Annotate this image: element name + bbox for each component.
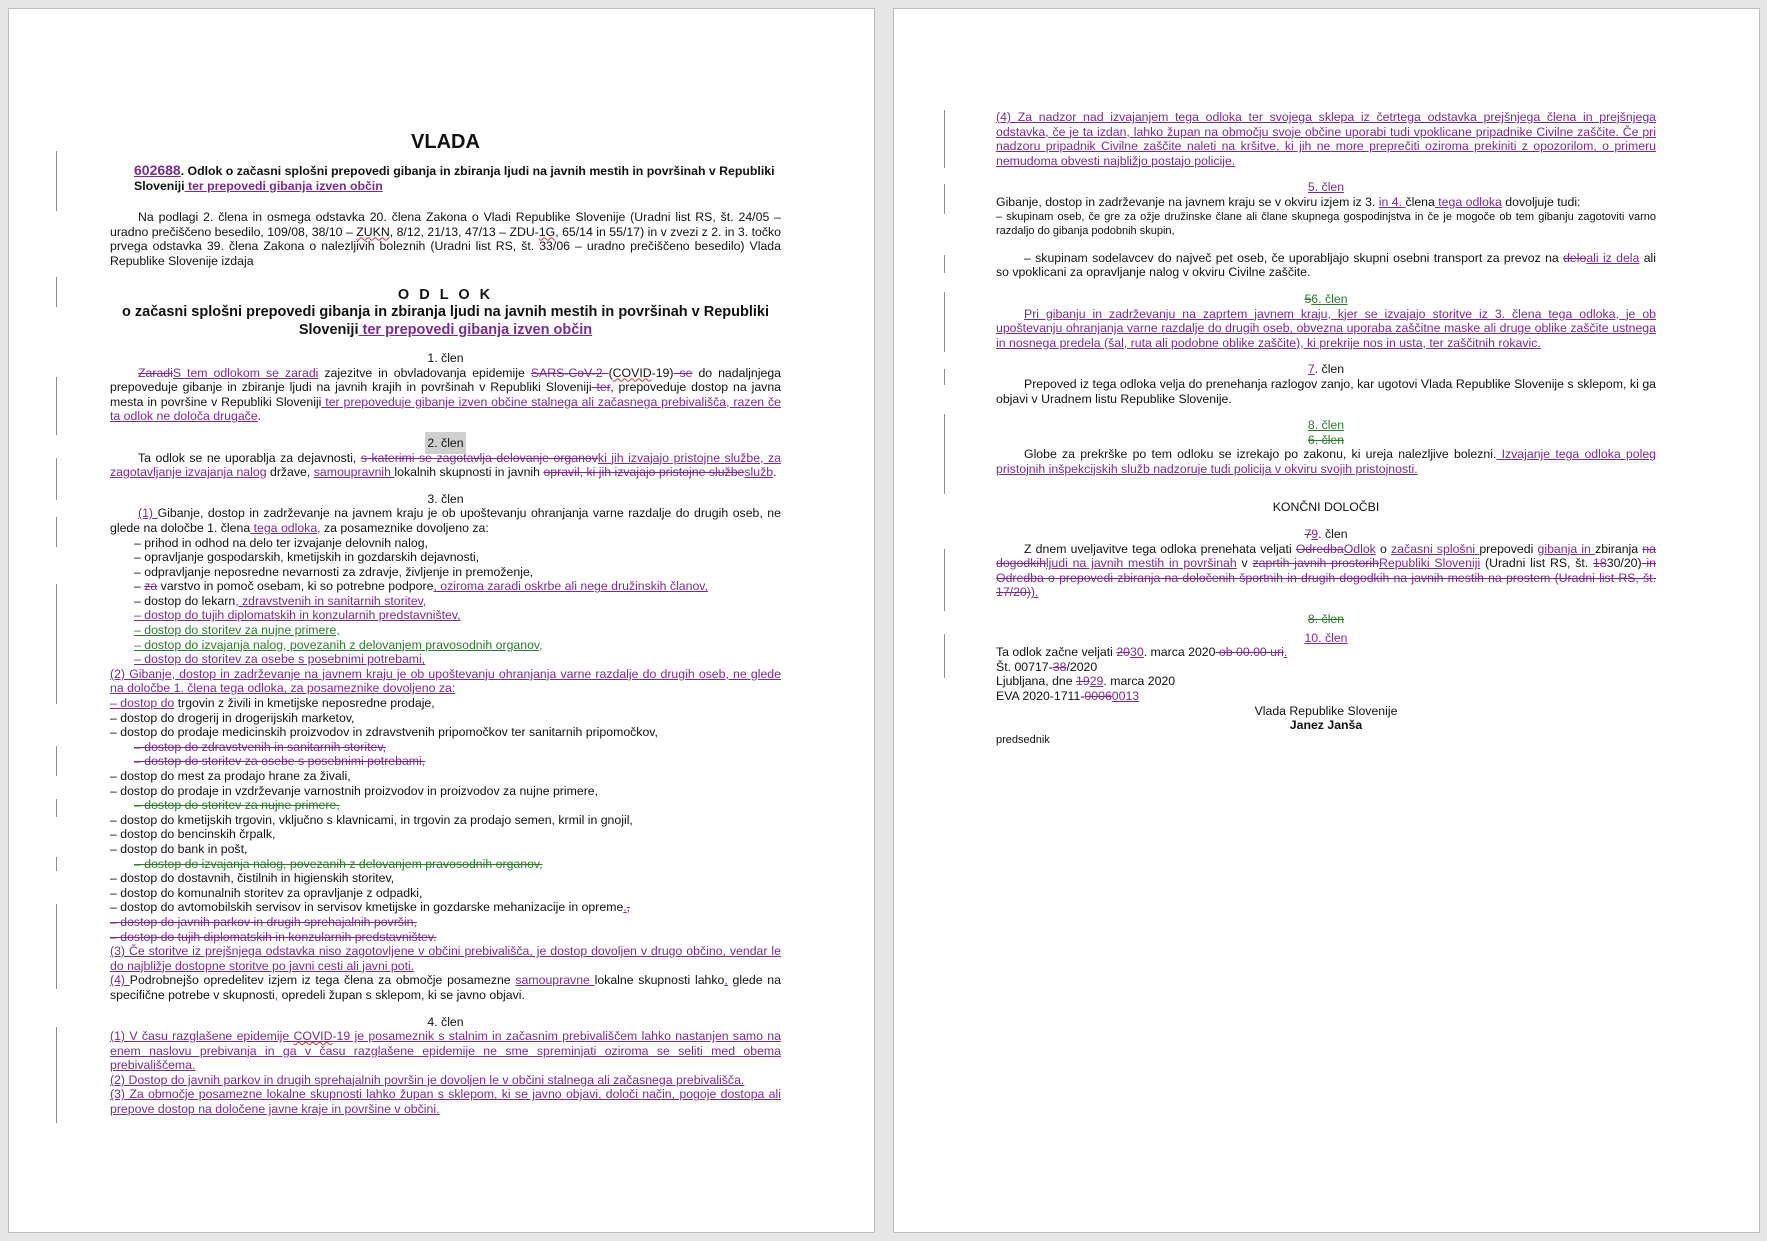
change-bar xyxy=(56,1027,57,1123)
list-item: – dostop do drogerij in drogerijskih marketov, xyxy=(110,710,355,725)
article-8-text: Globe za prekrške po tem odloku se izrekajo po zakonu, ki ureja nalezljive bolezni. Izvajanje tega odloka poleg pristojnih inšpekcijskih služb nadzoruje tudi policija v okviru svojih pristojnosti. xyxy=(996,447,1656,476)
change-bar xyxy=(56,904,57,989)
article-3-para-2: (2) Gibanje, dostop in zadrževanje na javnem kraju je ob upoštevanju ohranjanja varne razdalje do drugih oseb, ne glede na določbe 1. člena tega odloka, za posameznike dovoljeno za: xyxy=(110,666,781,696)
final-provisions-heading: KONČNI DOLOČBI xyxy=(1272,500,1380,515)
article-3-heading: 3. člen xyxy=(427,491,464,506)
article-5-text: Gibanje, dostop in zadrževanje na javnem kraju se v okviru izjem iz 3. in 4. člena tega odloka dovoljuje tudi: xyxy=(996,194,1581,209)
signature-role: predsednik xyxy=(996,733,1050,746)
list-item: – dostop do lekarn, zdravstvenih in sanitarnih storitev, xyxy=(134,593,427,608)
effective-date: Ta odlok začne veljati 2030. marca 2020 ob 00.00 uri. xyxy=(996,645,1288,660)
list-item: – dostop do zdravstvenih in sanitarnih storitev, xyxy=(134,739,386,754)
change-bar xyxy=(56,857,57,871)
article-2-text: Ta odlok se ne uporablja za dejavnosti, s katerimi se zagotavlja delovanje organovki jih izvajajo pristojne službe, za zagotavljanje izvajanja nalog države, samoupravnih lokalnih skupnosti in javnih opravil, ki jih izvajajo pristojne službeslužb. xyxy=(110,450,781,480)
list-item: – skupinam sodelavcev do največ pet oseb, če uporabljajo skupni osebni transport za prevoz na deloali iz dela ali so vpoklicani za opravljanje nalog v okviru Civilne zaščite. xyxy=(996,250,1657,280)
list-item: – dostop do dostavnih, čistilnih in higienskih storitev, xyxy=(110,871,395,886)
preamble: Na podlagi 2. člena in osmega odstavka 20. člena Zakona o Vladi Republike Slovenije (Uradni list RS, št. 24/05 – uradno prečiščeno besedilo, 109/08, 38/10 – ZUKN, 8/12, 21/13, 47/13 – ZDU-1G, 65/14 in 55/17) in v zvezi z 2. in 3. točko prvega odstavka 39. člena Zakona o nalezljivih boleznih (Uradni list RS, št. 33/06 – uradno prečiščeno besedilo) Vlada Republike Slovenije izdaja xyxy=(110,210,781,268)
list-item: – dostop do storitev za nujne primere, xyxy=(134,623,340,638)
place-date: Ljubljana, dne 1929. marca 2020 xyxy=(996,674,1176,689)
article-3-para-4: (4) Podrobnejšo opredelitev izjem iz tega člena za območje posamezne samoupravne lokalne skupnosti lahko, glede na specifične potrebe v skupnosti, opredeli župan s sklepom, ki se javno objavi. xyxy=(110,973,781,1002)
list-item: – dostop do komunalnih storitev za opravljanje z odpadki, xyxy=(110,885,423,900)
article-4-para-4: (4) Za nadzor nad izvajanjem tega odloka ter svojega sklepa iz četrtega odstavka prejšnjega člena in prejšnjega odstavka, če je ta izdan, lahko župan na območju svoje občine uporabi tudi vpoklicane pripadnike Civilne zaščite. Če pri nadzoru pripadnik Civilne zaščite naleti na kršitve, ki jih ne more preprečiti oziroma prekiniti z opozorilom, o primeru nemudoma obvesti najbližjo postajo policije. xyxy=(996,110,1656,168)
article-4-para-1: (1) V času razglašene epidemije COVID-19 je posameznik s stalnim in začasnim prebivališčem lahko nastanjen samo na enem naslovu prebivanja in ga v času razglašene epidemije ne sme spreminjati oziroma se seliti med obema prebivališčema. xyxy=(110,1029,781,1073)
list-item: – dostop do bank in pošt, xyxy=(110,841,248,856)
list-item: – odpravljanje neposredne nevarnosti za zdravje, življenje in premoženje, xyxy=(134,564,534,579)
page-1-content xyxy=(110,129,781,1117)
list-item: – dostop do tujih diplomatskih in konzularnih predstavništev. xyxy=(110,929,437,944)
article-3-list-2 xyxy=(110,696,781,944)
list-item: – dostop do storitev za osebe s posebnimi potrebami, xyxy=(134,754,426,769)
signature-org: Vlada Republike Slovenije xyxy=(1254,703,1398,718)
article-1-heading: 1. člen xyxy=(427,350,464,365)
change-bar xyxy=(944,414,945,494)
change-bar xyxy=(944,549,945,611)
list-item: – dostop do izvajanja nalog, povezanih z delovanjem pravosodnih organov, xyxy=(134,856,543,871)
doc-number: 602688 xyxy=(134,162,181,178)
list-item: – dostop do tujih diplomatskih in konzularnih predstavništev, xyxy=(134,608,461,623)
list-item: – dostop do izvajanja nalog, povezanih z delovanjem pravosodnih organov, xyxy=(134,637,543,652)
article-9-text: Z dnem uveljavitve tega odloka prenehata veljati OdredbaOdlok o začasni splošni prepovedi gibanja in zbiranja na dogodkihljudi na javnih mestih in površinah v zaprtih javnih prostorihRepubliki Sloveniji (Uradni list RS, št. 1830/20) in Odredba o prepovedi zbiranja na določenih športnih in drugih dogodkih na javnih mestih na prostem (Uradni list RS, št. 17/20)). xyxy=(996,541,1657,600)
change-bar xyxy=(56,277,57,307)
article-1-text: ZaradiS tem odlokom se zaradi zajezitve in obvladovanja epidemije SARS-CoV-2 (COVID-19) se do nadaljnjega prepoveduje gibanje in zbiranje ljudi na javnih krajih in površinah v Republiki Sloveniji ter, prepoveduje dostop na javna mesta in površine v Republiki Sloveniji ter prepoveduje gibanje izven občine stalnega ali začasnega prebivališča, razen če ta odlok ne določa drugače. xyxy=(110,365,782,424)
list-item: – dostop do kmetijskih trgovin, vključno s klavnicami, in trgovin za prodajo semen, krmil in gnojil, xyxy=(110,812,633,827)
article-8-heading: 8. člen xyxy=(1307,418,1345,433)
list-item: – dostop do storitev za nujne primere, xyxy=(134,798,340,813)
list-item: – dostop do storitev za osebe s posebnimi potrebami, xyxy=(134,652,426,667)
article-10-old-heading: 8. člen xyxy=(1307,612,1345,627)
list-item: – dostop do trgovin z živili in kmetijske neposredne prodaje, xyxy=(110,696,435,711)
change-bar xyxy=(944,110,945,168)
change-bar xyxy=(944,369,945,385)
list-item: – dostop do mest za prodajo hrane za živali, xyxy=(110,769,351,783)
list-item: – za varstvo in pomoč osebam, ki so potrebne podpore, oziroma zaradi oskrbe ali nege družinskih članov, xyxy=(134,579,708,594)
document-page-2 xyxy=(893,8,1760,1233)
article-9-heading: 79. člen xyxy=(1304,527,1348,542)
list-item: – dostop do bencinskih črpalk, xyxy=(110,827,276,842)
article-4-heading: 4. člen xyxy=(427,1014,464,1029)
list-item: – skupinam oseb, če gre za ožje družinske člane ali člane skupnega gospodinjstva in če je mogoče ob tem gibanju zagotoviti varno razdaljo do gibanja podobnih skupin, xyxy=(996,210,1656,238)
change-bar xyxy=(56,584,57,704)
article-10-heading: 10. člen xyxy=(1304,630,1348,645)
change-bar xyxy=(944,184,945,214)
article-3-para-3: (3) Če storitve iz prejšnjega odstavka niso zagotovljene v občini prebivališča, je dostop dovoljen v drugo občino, vendar le do najbližje dostopne storitve po javni cesti ali javni poti. xyxy=(110,944,781,973)
change-bar xyxy=(56,517,57,547)
change-bar xyxy=(56,151,57,211)
page-2-content xyxy=(996,110,1656,747)
article-8-old-heading: 6. člen xyxy=(1307,432,1345,447)
article-2-heading: 2. člen xyxy=(110,436,781,451)
list-item: – dostop do prodaje in vzdrževanje varnostnih proizvodov in proizvodov za nujne primere, xyxy=(110,783,599,798)
signature-name: Janez Janša xyxy=(1289,718,1363,733)
change-bar xyxy=(56,458,57,500)
document-page-1 xyxy=(8,8,875,1233)
article-6-text: Pri gibanju in zadrževanju na zaprtem javnem kraju, kjer se izvajajo storitve iz 3. člena tega odloka, je ob upoštevanju ohranjanja varne razdalje do drugih oseb, obvezna uporaba zaščitne maske ali druge oblike zaščite ustnega in nosnega predela (šal, ruta ali podobne oblike zaščite), ki prekrije nos in usta, ter zaščitnih rokavic. xyxy=(996,306,1656,350)
odlok-heading: O D L O K xyxy=(397,287,494,304)
change-bar xyxy=(56,746,57,776)
list-item: – dostop do javnih parkov in drugih sprehajalnih površin, xyxy=(110,914,417,929)
change-bar xyxy=(56,799,57,817)
article-6-heading: 56. člen xyxy=(1304,291,1348,306)
change-bar xyxy=(944,292,945,352)
article-7-heading: 7. člen xyxy=(1307,362,1345,377)
change-bar xyxy=(944,255,945,273)
change-bar xyxy=(56,377,57,435)
list-item: – dostop do prodaje medicinskih proizvodov in zdravstvenih pripomočkov ter sanitarnih pripomočkov, xyxy=(110,725,658,740)
odlok-subtitle: o začasni splošni prepovedi gibanja in zbiranja ljudi na javnih mestih in površinah v Republiki Sloveniji ter prepovedi gibanja izven občin xyxy=(122,303,769,338)
document-title: 602688. Odlok o začasni splošni prepovedi gibanja in zbiranja ljudi na javnih mestih in površinah v Republiki Sloveniji ter prepovedi gibanja izven občin xyxy=(134,162,775,193)
eva-number: EVA 2020-1711-00060013 xyxy=(996,689,1140,703)
change-bar xyxy=(944,634,945,678)
list-item: – prihod in odhod na delo ter izvajanje delovnih nalog, xyxy=(134,535,428,550)
article-3-para-1: (1) Gibanje, dostop in zadrževanje na javnem kraju je ob upoštevanju ohranjanja varne razdalje do drugih oseb, ne glede na določbe 1. člena tega odloka, za posameznike dovoljeno za: xyxy=(110,506,781,535)
header-vlada: VLADA xyxy=(411,131,480,153)
article-4-para-2: (2) Dostop do javnih parkov in drugih sprehajalnih površin je dovoljen le v občini stalnega ali začasnega prebivališča. xyxy=(110,1072,745,1087)
article-5-heading: 5. člen xyxy=(1307,180,1345,195)
list-item: – dostop do avtomobilskih servisov in servisov kmetijske in gozdarske mehanizacije in opreme., xyxy=(110,900,631,915)
article-3-list-1 xyxy=(110,536,781,667)
article-7-text: Prepoved iz tega odloka velja do prenehanja razlogov zanjo, kar ugotovi Vlada Republike Slovenije s sklepom, ki ga objavi v Uradnem listu Republike Slovenije. xyxy=(996,376,1656,406)
article-4-para-3: (3) Za območje posamezne lokalne skupnosti lahko župan s sklepom, ki se javno objavi, določi način, pogoje dostopa ali prepove dostop na določene javne kraje in površine v občini. xyxy=(110,1087,781,1117)
list-item: – opravljanje gospodarskih, kmetijskih in gozdarskih dejavnosti, xyxy=(134,550,480,565)
document-number: Št. 00717-38/2020 xyxy=(996,659,1098,674)
